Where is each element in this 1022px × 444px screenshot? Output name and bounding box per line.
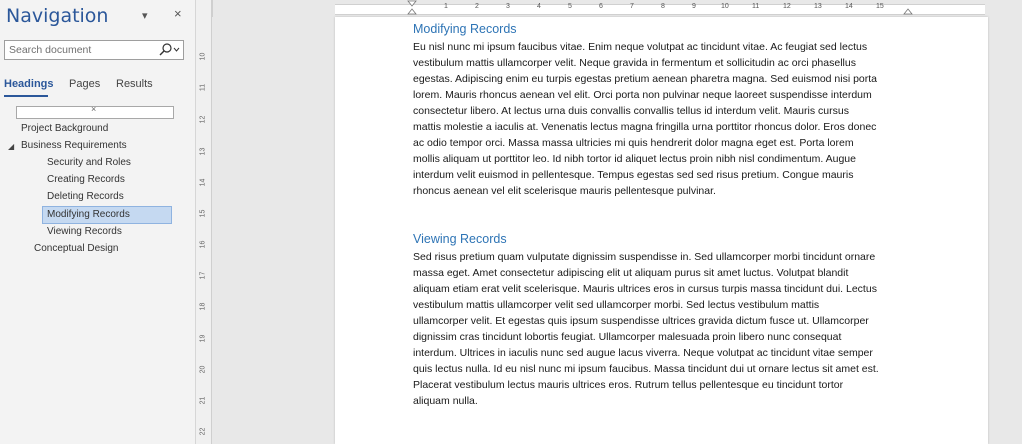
collapse-triangle-icon[interactable]: ◢ [8,142,15,151]
hruler-label: 2 [475,3,479,10]
navigation-pane [0,0,196,444]
vruler-label: 16 [199,240,207,249]
heading-item-business-requirements[interactable]: Business Requirements [21,140,127,151]
section-heading-viewing-records[interactable]: Viewing Records [413,232,507,246]
vruler-label: 13 [199,147,207,156]
tab-pages[interactable]: Pages [69,78,101,90]
heading-item-creating-records[interactable]: Creating Records [47,174,125,185]
hruler-label: 4 [537,3,541,10]
section-body-viewing-records[interactable] [413,249,913,409]
heading-item-conceptual-design[interactable]: Conceptual Design [34,243,119,254]
body-line: Sed risus pretium quam vulputate dignissim suspendisse in. Sed ullamcorper morbi tincidunt ornare [413,251,876,263]
heading-item-security-and-roles[interactable]: Security and Roles [47,157,131,168]
search-box [4,40,184,60]
navigation-title: Navigation [6,5,109,27]
hruler-label: 11 [752,3,760,10]
hruler-label: 6 [599,3,603,10]
vruler-label: 21 [199,396,207,405]
vruler-label: 17 [199,271,207,280]
vertical-ruler[interactable] [196,0,212,444]
vruler-label: 10 [199,52,207,61]
indent-marker-icon[interactable] [407,0,417,16]
vruler-label: 14 [199,178,207,187]
hruler-label: 10 [721,3,729,10]
vruler-label: 12 [199,115,207,124]
section-body-modifying-records[interactable] [413,39,913,199]
search-button[interactable] [157,42,181,58]
heading-item-modifying-records[interactable]: Modifying Records [42,206,172,224]
search-document-input[interactable] [9,43,154,57]
body-line: aliquam etiam erat velit scelerisque. Mauris ultrices eros in cursus turpis massa tincidunt dui. Lectus [413,283,877,295]
heading-item-project-background[interactable]: Project Background [21,123,109,134]
tab-results[interactable]: Results [116,78,153,90]
body-line: mollis aliquam ut porttitor leo. Id nibh tortor id aliquet lectus proin nibh nisl condimentum. Augue [413,153,856,165]
body-line: interdum velit euismod in pellentesque. Tempus egestas sed sed risus pretium. Congue mauris [413,169,854,181]
ruler-track [335,4,985,15]
heading-filter-bar[interactable] [16,106,174,119]
body-line: Eu nisl nunc mi ipsum faucibus vitae. Enim neque volutpat ac tincidunt vitae. Ac feugiat sed lectus [413,41,868,53]
body-line: quis lectus nulla. Id eu nisl nunc mi ipsum faucibus. Massa tincidunt dui ut ornare lectus sit amet est. [413,363,879,375]
body-line: aliquam nulla. [413,395,478,407]
pane-options-dropdown-icon[interactable]: ▾ [142,10,148,22]
tab-headings[interactable]: Headings [4,78,54,90]
hruler-label: 15 [876,3,884,10]
body-line: Placerat vestibulum lectus mauris ultrices eros. Rutrum tellus pellentesque eu tincidunt tortor [413,379,844,391]
hruler-label: 12 [783,3,791,10]
body-line: lorem. Mauris rhoncus aenean vel elit. Orci porta non pulvinar neque laoreet suspendisse interdum [413,89,872,101]
hruler-label: 13 [814,3,822,10]
vruler-label: 20 [199,365,207,374]
body-line: consectetur libero. At lectus urna duis convallis convallis tellus id interdum velit. Mauris cursus [413,105,849,117]
body-line: vestibulum mattis ullamcorper velit. Neque gravida in fermentum et sollicitudin ac orci phasellus [413,57,856,69]
vruler-label: 18 [199,302,207,311]
body-line: massa eget. Amet consectetur adipiscing elit ut aliquam purus sit amet luctus. Volutpat blandit [413,267,849,279]
hruler-label: 7 [630,3,634,10]
active-tab-indicator [4,95,48,97]
hruler-label: 14 [845,3,853,10]
body-line: dignissim cras tincidunt lobortis feugiat. Ullamcorper malesuada proin libero nunc consequat [413,331,842,343]
body-line: ullamcorper velit. Et egestas quis ipsum suspendisse ultrices gravida dictum fusce ut. Ullamcorper [413,315,869,327]
body-line: egestas. Adipiscing enim eu turpis egestas pretium aenean pharetra magna. Sed euismod nisi porta [413,73,878,85]
close-pane-icon[interactable]: × [174,6,182,21]
heading-item-viewing-records[interactable]: Viewing Records [47,226,122,237]
body-line: rhoncus aenean vel elit scelerisque mauris pellentesque pulvinar. [413,185,716,197]
body-line: mattis molestie a iaculis at. Venenatis lectus magna fringilla urna porttitor rhoncus dolor. Eros donec [413,121,877,133]
hruler-label: 3 [506,3,510,10]
right-indent-marker-icon[interactable] [903,6,913,16]
body-line: vestibulum mattis ullamcorper velit sed ullamcorper morbi. Sed lectus vestibulum mattis [413,299,820,311]
heading-item-deleting-records[interactable]: Deleting Records [47,191,124,202]
clear-filter-icon[interactable]: × [91,104,97,114]
body-line: ac odio tempor orci. Massa massa ultricies mi quis hendrerit dolor magna eget est. Porta lorem [413,137,854,149]
search-icon [157,42,181,58]
document-page[interactable] [335,17,988,444]
horizontal-ruler[interactable] [213,0,1022,16]
section-heading-modifying-records[interactable]: Modifying Records [413,22,517,36]
hruler-label: 8 [661,3,665,10]
vruler-label: 11 [199,83,207,92]
hruler-label: 9 [692,3,696,10]
vruler-label: 22 [199,427,207,436]
body-line: interdum. Ultrices in iaculis nunc sed augue lacus viverra. Neque volutpat ac tincidunt vitae semper [413,347,873,359]
vruler-label: 15 [199,209,207,218]
vruler-label: 19 [199,334,207,343]
hruler-label: 1 [444,3,448,10]
hruler-label: 5 [568,3,572,10]
